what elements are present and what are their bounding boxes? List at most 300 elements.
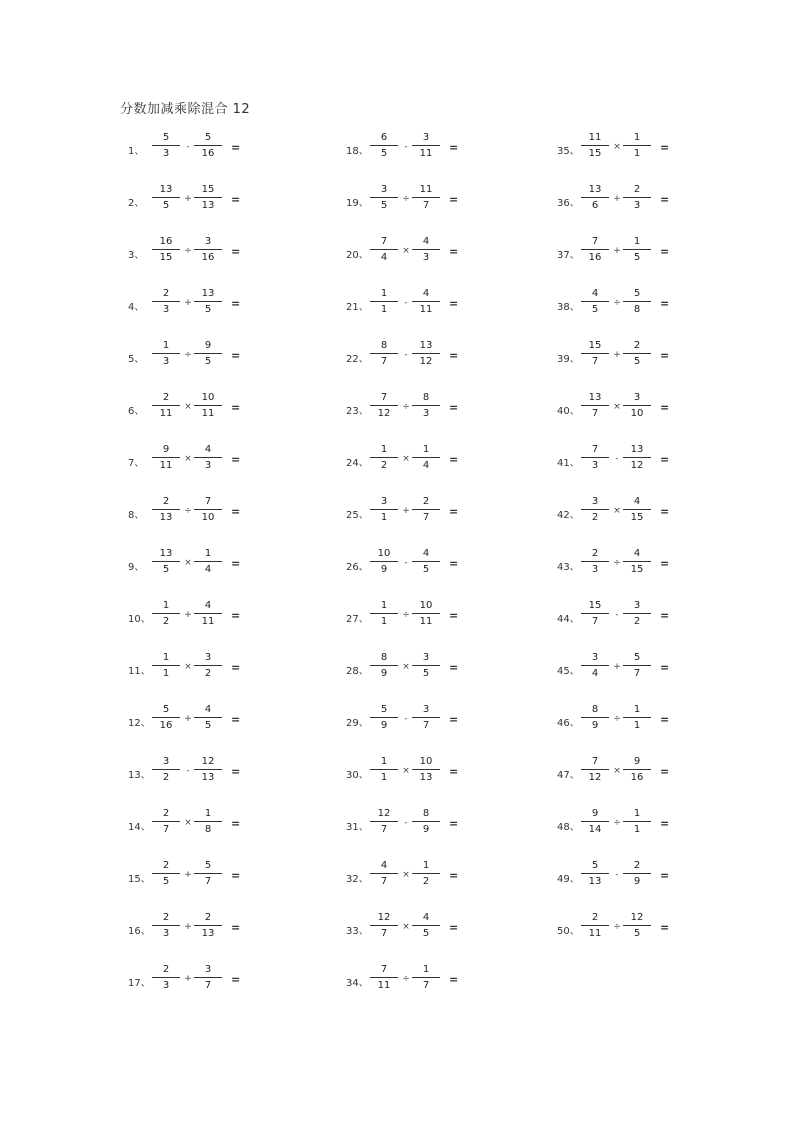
numerator: 12 — [377, 912, 391, 923]
denominator: 5 — [422, 668, 430, 679]
denominator: 1 — [380, 616, 388, 627]
numerator: 10 — [419, 756, 433, 767]
denominator: 4 — [422, 460, 430, 471]
problem-number: 33、 — [346, 926, 369, 937]
denominator: 7 — [591, 356, 599, 367]
fraction-bar — [194, 145, 222, 146]
problem-item — [557, 235, 757, 275]
denominator: 9 — [380, 564, 388, 575]
problem-item — [557, 859, 757, 899]
denominator: 13 — [588, 876, 602, 887]
denominator: 15 — [588, 148, 602, 159]
problem-number: 23、 — [346, 406, 369, 417]
fraction-bar — [581, 301, 609, 302]
fraction-bar — [581, 457, 609, 458]
equals-sign: = — [449, 765, 459, 778]
equals-sign: = — [449, 349, 459, 362]
denominator: 2 — [204, 668, 212, 679]
equals-sign: = — [449, 973, 459, 986]
fraction-second — [623, 339, 651, 368]
fraction-bar — [623, 353, 651, 354]
denominator: 1 — [162, 668, 170, 679]
problem-item — [346, 963, 546, 1003]
fraction-bar — [370, 249, 398, 250]
denominator: 10 — [630, 408, 644, 419]
numerator: 9 — [591, 808, 599, 819]
fraction-second — [412, 755, 440, 784]
fraction-bar — [581, 405, 609, 406]
problem-number: 31、 — [346, 822, 369, 833]
operator: × — [184, 454, 192, 464]
fraction-first — [152, 183, 180, 212]
fraction-second — [412, 131, 440, 160]
numerator: 4 — [633, 548, 641, 559]
fraction-bar — [370, 457, 398, 458]
denominator: 5 — [633, 928, 641, 939]
problem-number: 13、 — [128, 770, 151, 781]
numerator: 11 — [588, 132, 602, 143]
fraction-second — [623, 599, 651, 628]
numerator: 3 — [162, 756, 170, 767]
numerator: 1 — [633, 132, 641, 143]
fraction-bar — [581, 145, 609, 146]
fraction-second — [412, 287, 440, 316]
fraction-bar — [194, 873, 222, 874]
fraction-second — [623, 807, 651, 836]
problem-number: 24、 — [346, 458, 369, 469]
fraction-second — [623, 443, 651, 472]
operator: - — [404, 558, 408, 568]
fraction-first — [581, 859, 609, 888]
numerator: 2 — [162, 392, 170, 403]
denominator: 8 — [204, 824, 212, 835]
problem-item — [557, 703, 757, 743]
denominator: 5 — [204, 720, 212, 731]
fraction-first — [581, 391, 609, 420]
problem-item — [128, 287, 328, 327]
denominator: 7 — [380, 356, 388, 367]
denominator: 5 — [380, 200, 388, 211]
denominator: 9 — [380, 668, 388, 679]
problem-number: 16、 — [128, 926, 151, 937]
denominator: 11 — [419, 616, 433, 627]
fraction-bar — [370, 925, 398, 926]
equals-sign: = — [660, 297, 670, 310]
fraction-first — [152, 755, 180, 784]
numerator: 5 — [633, 652, 641, 663]
problem-item — [557, 131, 757, 171]
numerator: 15 — [588, 600, 602, 611]
operator: ÷ — [184, 350, 192, 360]
equals-sign: = — [449, 245, 459, 258]
equals-sign: = — [231, 973, 241, 986]
numerator: 3 — [422, 132, 430, 143]
denominator: 11 — [159, 408, 173, 419]
denominator: 15 — [630, 564, 644, 575]
problem-item — [346, 703, 546, 743]
fraction-bar — [412, 249, 440, 250]
fraction-first — [152, 963, 180, 992]
fraction-bar — [370, 821, 398, 822]
fraction-second — [412, 235, 440, 264]
fraction-bar — [370, 873, 398, 874]
fraction-second — [623, 755, 651, 784]
fraction-second — [194, 235, 222, 264]
denominator: 1 — [380, 772, 388, 783]
fraction-first — [370, 703, 398, 732]
fraction-bar — [194, 769, 222, 770]
equals-sign: = — [660, 557, 670, 570]
fraction-bar — [623, 613, 651, 614]
fraction-bar — [152, 197, 180, 198]
numerator: 13 — [588, 184, 602, 195]
fraction-bar — [581, 249, 609, 250]
problem-item — [346, 183, 546, 223]
problem-number: 36、 — [557, 198, 580, 209]
fraction-first — [370, 599, 398, 628]
denominator: 13 — [159, 512, 173, 523]
denominator: 6 — [591, 200, 599, 211]
numerator: 1 — [422, 444, 430, 455]
fraction-second — [623, 391, 651, 420]
fraction-second — [412, 547, 440, 576]
numerator: 7 — [380, 392, 388, 403]
numerator: 3 — [422, 652, 430, 663]
equals-sign: = — [660, 141, 670, 154]
denominator: 7 — [380, 824, 388, 835]
denominator: 1 — [633, 148, 641, 159]
problem-item — [557, 911, 757, 951]
fraction-bar — [581, 873, 609, 874]
numerator: 2 — [162, 964, 170, 975]
problem-number: 22、 — [346, 354, 369, 365]
problem-number: 48、 — [557, 822, 580, 833]
fraction-bar — [412, 769, 440, 770]
problem-number: 35、 — [557, 146, 580, 157]
fraction-second — [623, 183, 651, 212]
operator: × — [402, 870, 410, 880]
fraction-second — [194, 183, 222, 212]
numerator: 13 — [588, 392, 602, 403]
numerator: 9 — [162, 444, 170, 455]
numerator: 2 — [162, 912, 170, 923]
problem-number: 46、 — [557, 718, 580, 729]
operator: ÷ — [184, 506, 192, 516]
equals-sign: = — [660, 765, 670, 778]
fraction-first — [152, 911, 180, 940]
numerator: 16 — [159, 236, 173, 247]
numerator: 4 — [633, 496, 641, 507]
problem-number: 7、 — [128, 458, 145, 469]
denominator: 11 — [419, 304, 433, 315]
numerator: 2 — [162, 808, 170, 819]
fraction-bar — [152, 301, 180, 302]
fraction-bar — [623, 717, 651, 718]
problem-number: 40、 — [557, 406, 580, 417]
fraction-bar — [623, 769, 651, 770]
equals-sign: = — [660, 245, 670, 258]
equals-sign: = — [449, 297, 459, 310]
equals-sign: = — [231, 141, 241, 154]
problem-item — [128, 755, 328, 795]
equals-sign: = — [231, 505, 241, 518]
numerator: 4 — [204, 444, 212, 455]
operator: ÷ — [613, 714, 621, 724]
problem-number: 21、 — [346, 302, 369, 313]
fraction-second — [412, 651, 440, 680]
fraction-second — [194, 599, 222, 628]
operator: + — [402, 506, 410, 516]
numerator: 3 — [633, 392, 641, 403]
problem-number: 6、 — [128, 406, 145, 417]
numerator: 2 — [162, 496, 170, 507]
fraction-bar — [152, 821, 180, 822]
numerator: 2 — [591, 912, 599, 923]
numerator: 4 — [422, 548, 430, 559]
fraction-bar — [412, 405, 440, 406]
problem-item — [346, 443, 546, 483]
problem-item — [128, 495, 328, 535]
denominator: 4 — [204, 564, 212, 575]
problem-item — [128, 859, 328, 899]
operator: + — [184, 714, 192, 724]
fraction-first — [370, 287, 398, 316]
numerator: 15 — [201, 184, 215, 195]
fraction-first — [370, 183, 398, 212]
operator: + — [184, 974, 192, 984]
operator: + — [613, 194, 621, 204]
fraction-bar — [581, 821, 609, 822]
fraction-second — [194, 443, 222, 472]
denominator: 16 — [630, 772, 644, 783]
denominator: 9 — [633, 876, 641, 887]
operator: ÷ — [402, 402, 410, 412]
numerator: 1 — [162, 340, 170, 351]
denominator: 5 — [422, 928, 430, 939]
fraction-bar — [194, 509, 222, 510]
fraction-bar — [581, 561, 609, 562]
problem-item — [128, 131, 328, 171]
problem-item — [128, 339, 328, 379]
denominator: 7 — [380, 928, 388, 939]
denominator: 15 — [159, 252, 173, 263]
fraction-bar — [623, 873, 651, 874]
problem-item — [557, 183, 757, 223]
numerator: 2 — [162, 288, 170, 299]
fraction-bar — [370, 145, 398, 146]
numerator: 3 — [380, 184, 388, 195]
numerator: 1 — [380, 756, 388, 767]
operator: × — [613, 766, 621, 776]
fraction-bar — [152, 665, 180, 666]
numerator: 3 — [380, 496, 388, 507]
numerator: 5 — [380, 704, 388, 715]
problem-item — [128, 547, 328, 587]
numerator: 4 — [204, 600, 212, 611]
fraction-first — [370, 911, 398, 940]
operator: - — [404, 818, 408, 828]
numerator: 8 — [422, 808, 430, 819]
numerator: 1 — [204, 548, 212, 559]
problem-number: 3、 — [128, 250, 145, 261]
denominator: 7 — [591, 408, 599, 419]
denominator: 7 — [422, 720, 430, 731]
numerator: 4 — [422, 236, 430, 247]
fraction-bar — [370, 301, 398, 302]
equals-sign: = — [231, 713, 241, 726]
fraction-second — [194, 963, 222, 992]
equals-sign: = — [449, 661, 459, 674]
operator: ÷ — [613, 818, 621, 828]
fraction-bar — [412, 197, 440, 198]
numerator: 13 — [201, 288, 215, 299]
denominator: 3 — [591, 564, 599, 575]
problem-item — [128, 807, 328, 847]
numerator: 5 — [204, 132, 212, 143]
fraction-first — [152, 131, 180, 160]
fraction-bar — [623, 249, 651, 250]
fraction-bar — [412, 873, 440, 874]
denominator: 1 — [633, 720, 641, 731]
numerator: 13 — [159, 548, 173, 559]
problem-item — [557, 547, 757, 587]
equals-sign: = — [660, 505, 670, 518]
numerator: 13 — [419, 340, 433, 351]
numerator: 7 — [591, 444, 599, 455]
fraction-second — [412, 495, 440, 524]
fraction-bar — [412, 977, 440, 978]
fraction-first — [370, 755, 398, 784]
denominator: 7 — [162, 824, 170, 835]
numerator: 1 — [633, 236, 641, 247]
numerator: 2 — [633, 860, 641, 871]
numerator: 2 — [591, 548, 599, 559]
equals-sign: = — [231, 661, 241, 674]
page-title: 分数加减乘除混合 12 — [120, 102, 251, 117]
equals-sign: = — [660, 349, 670, 362]
denominator: 9 — [591, 720, 599, 731]
fraction-first — [370, 235, 398, 264]
equals-sign: = — [231, 557, 241, 570]
operator: × — [402, 246, 410, 256]
fraction-first — [581, 495, 609, 524]
fraction-bar — [370, 665, 398, 666]
fraction-bar — [581, 769, 609, 770]
fraction-bar — [412, 665, 440, 666]
numerator: 2 — [422, 496, 430, 507]
fraction-bar — [581, 613, 609, 614]
problem-item — [346, 131, 546, 171]
fraction-second — [623, 495, 651, 524]
operator: + — [184, 194, 192, 204]
operator: - — [186, 142, 190, 152]
fraction-bar — [623, 509, 651, 510]
denominator: 12 — [630, 460, 644, 471]
problem-item — [557, 755, 757, 795]
operator: - — [404, 350, 408, 360]
fraction-bar — [623, 197, 651, 198]
fraction-bar — [370, 353, 398, 354]
fraction-first — [581, 183, 609, 212]
numerator: 5 — [204, 860, 212, 871]
fraction-bar — [194, 197, 222, 198]
fraction-bar — [152, 873, 180, 874]
problem-item — [128, 963, 328, 1003]
operator: × — [402, 766, 410, 776]
numerator: 8 — [380, 340, 388, 351]
operator: × — [184, 558, 192, 568]
fraction-bar — [623, 561, 651, 562]
fraction-first — [581, 911, 609, 940]
denominator: 2 — [162, 772, 170, 783]
numerator: 4 — [380, 860, 388, 871]
problem-number: 25、 — [346, 510, 369, 521]
fraction-second — [623, 547, 651, 576]
denominator: 3 — [422, 252, 430, 263]
fraction-first — [370, 859, 398, 888]
problem-number: 50、 — [557, 926, 580, 937]
fraction-second — [412, 963, 440, 992]
problem-item — [128, 911, 328, 951]
fraction-bar — [370, 769, 398, 770]
problem-number: 38、 — [557, 302, 580, 313]
problem-item — [346, 391, 546, 431]
fraction-bar — [412, 145, 440, 146]
denominator: 16 — [201, 252, 215, 263]
fraction-second — [194, 651, 222, 680]
fraction-second — [623, 911, 651, 940]
fraction-bar — [623, 925, 651, 926]
numerator: 3 — [204, 964, 212, 975]
fraction-bar — [152, 405, 180, 406]
fraction-first — [370, 495, 398, 524]
numerator: 2 — [162, 860, 170, 871]
fraction-second — [194, 287, 222, 316]
numerator: 1 — [422, 964, 430, 975]
operator: - — [615, 610, 619, 620]
fraction-second — [623, 235, 651, 264]
fraction-first — [152, 547, 180, 576]
denominator: 12 — [588, 772, 602, 783]
problem-number: 45、 — [557, 666, 580, 677]
fraction-second — [194, 703, 222, 732]
denominator: 13 — [201, 928, 215, 939]
equals-sign: = — [231, 609, 241, 622]
fraction-bar — [623, 301, 651, 302]
operator: + — [184, 870, 192, 880]
denominator: 5 — [591, 304, 599, 315]
problem-item — [557, 599, 757, 639]
fraction-bar — [623, 665, 651, 666]
fraction-bar — [194, 717, 222, 718]
fraction-first — [152, 235, 180, 264]
fraction-bar — [152, 977, 180, 978]
equals-sign: = — [231, 921, 241, 934]
numerator: 1 — [162, 652, 170, 663]
operator: - — [615, 870, 619, 880]
fraction-second — [194, 859, 222, 888]
equals-sign: = — [660, 661, 670, 674]
denominator: 2 — [380, 460, 388, 471]
fraction-bar — [194, 561, 222, 562]
fraction-second — [623, 131, 651, 160]
denominator: 14 — [588, 824, 602, 835]
fraction-first — [152, 703, 180, 732]
fraction-first — [370, 131, 398, 160]
problem-item — [346, 807, 546, 847]
equals-sign: = — [660, 869, 670, 882]
denominator: 3 — [204, 460, 212, 471]
